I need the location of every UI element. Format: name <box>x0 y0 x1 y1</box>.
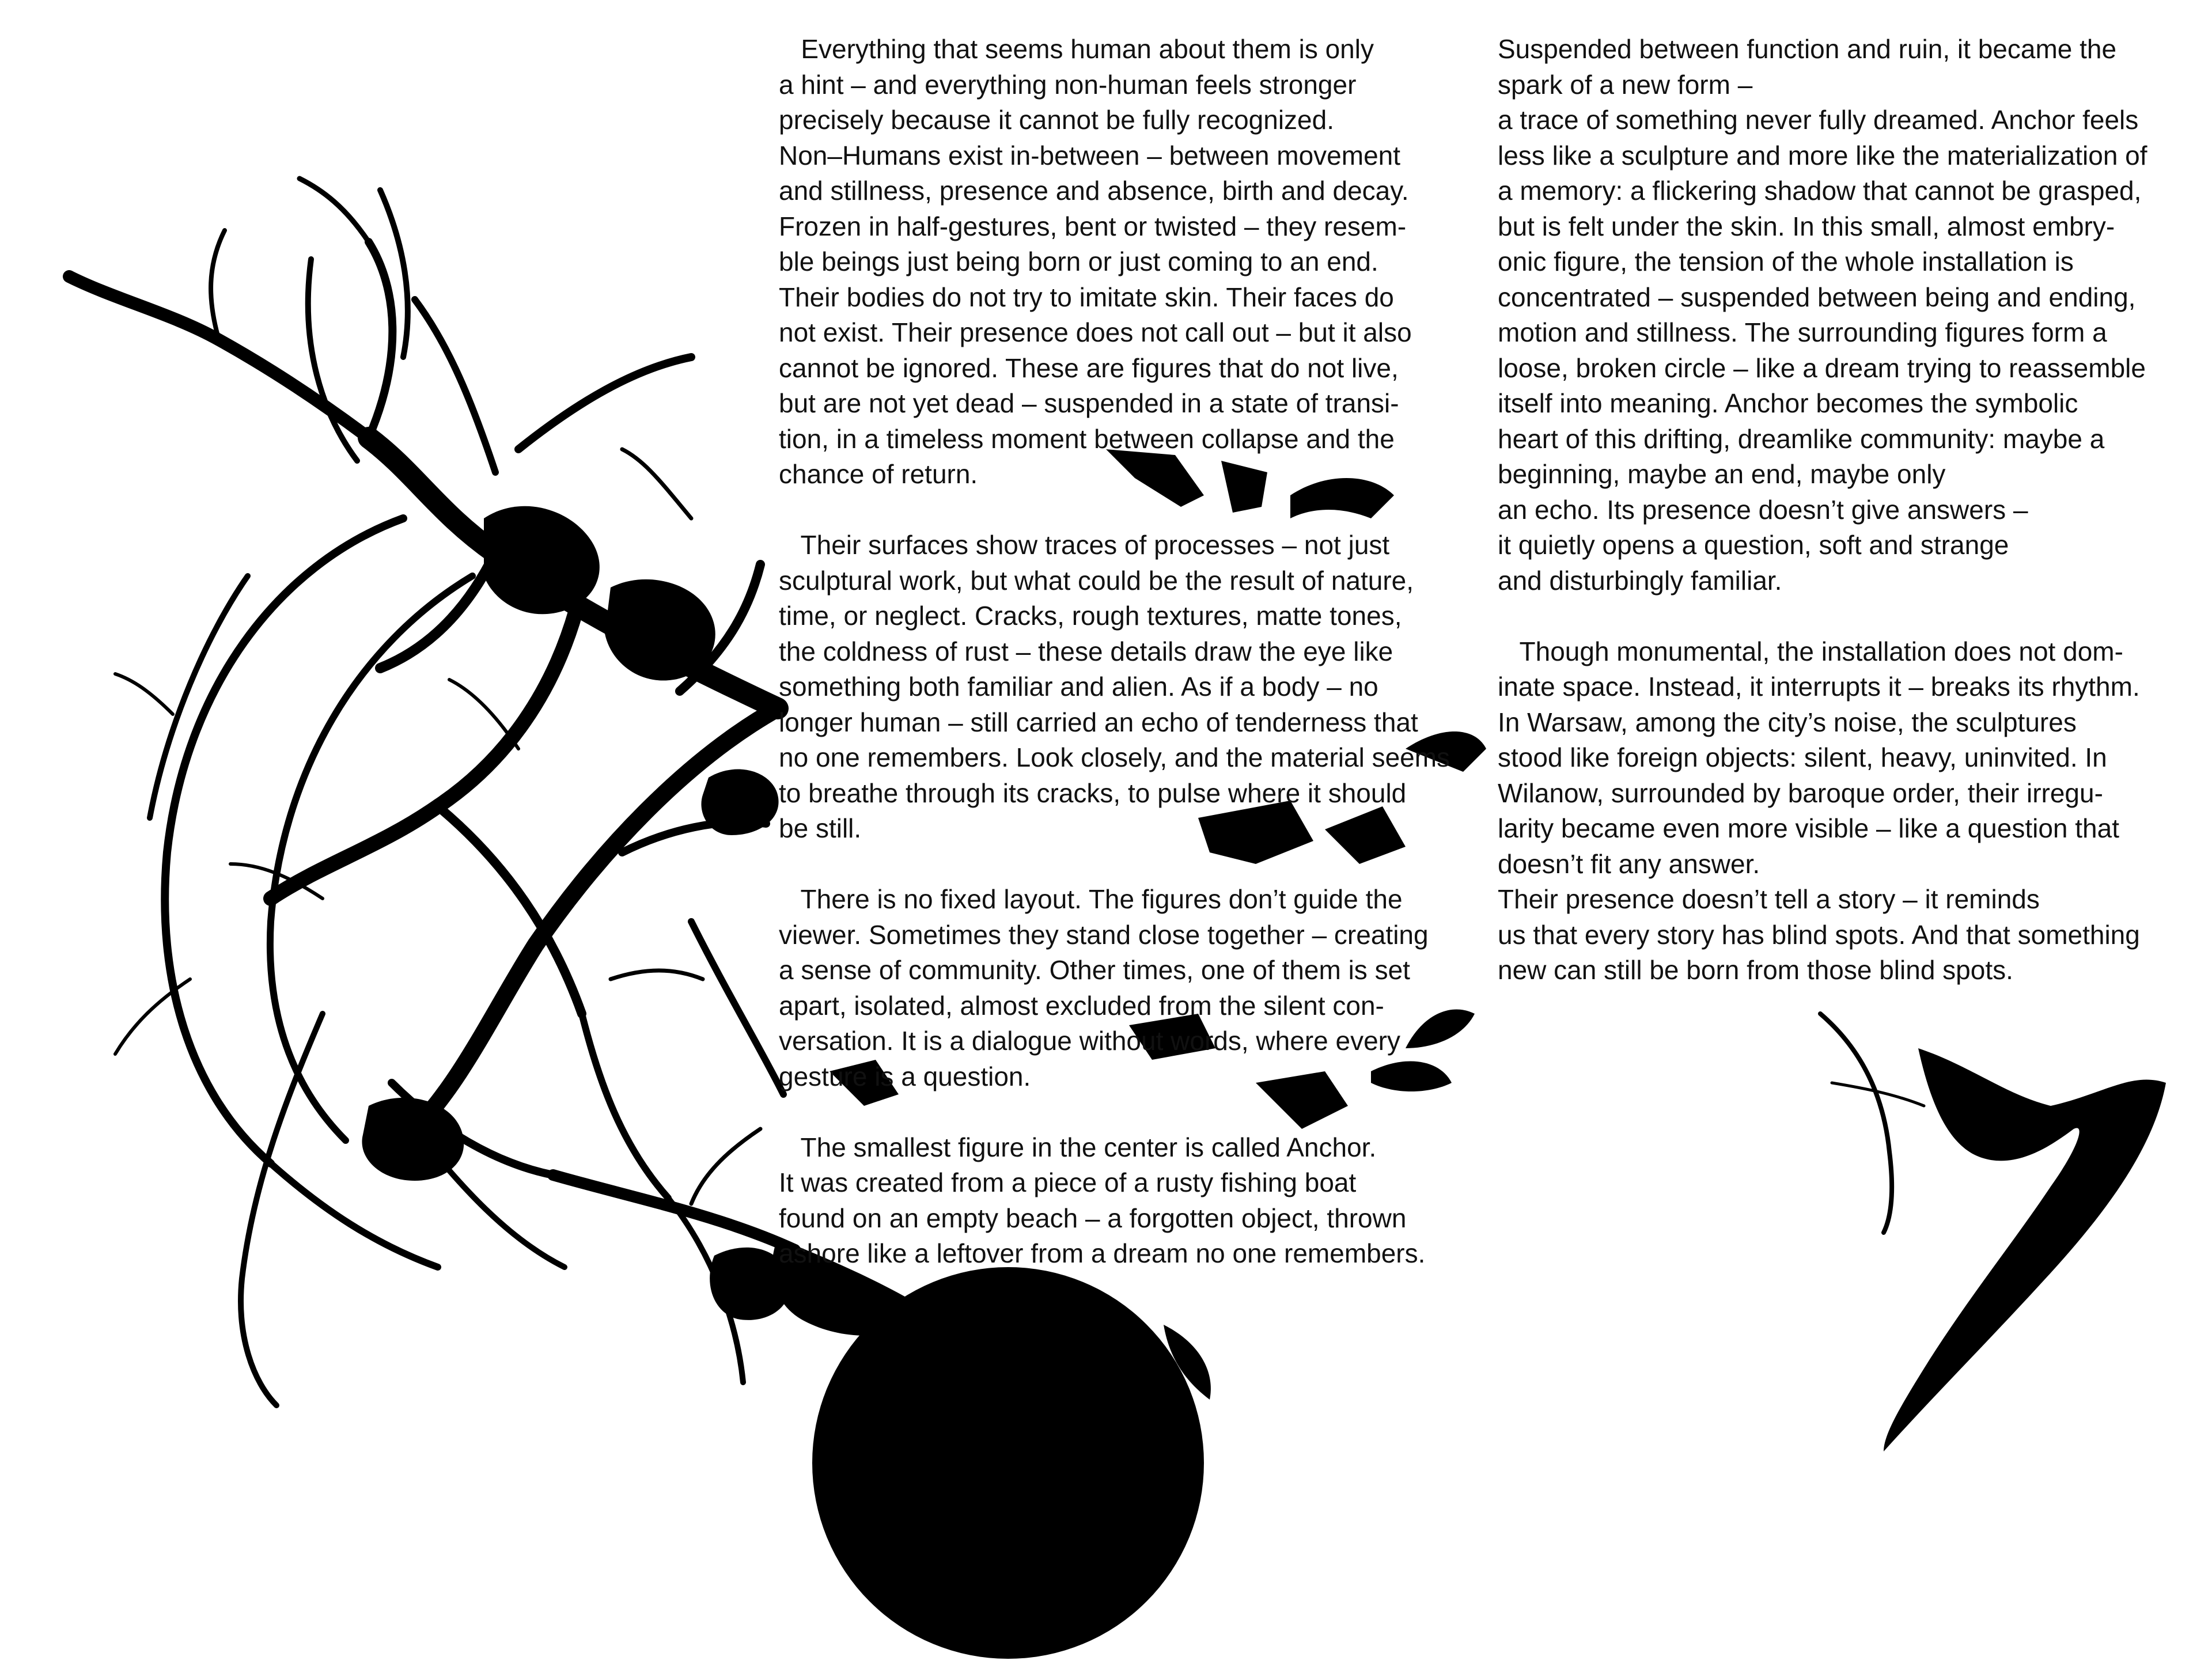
text-line: Though monumental, the installation does not dom- <box>1498 636 2123 666</box>
text-line: an echo. Its presence doesn’t give answers – <box>1498 494 2028 525</box>
text-line: Their bodies do not try to imitate skin. Their faces do <box>779 282 1394 312</box>
text-line: ble beings just being born or just coming to an end. <box>779 247 1378 276</box>
text-line: precisely because it cannot be fully recognized. <box>779 105 1335 135</box>
black-sphere <box>812 1267 1204 1659</box>
text-line: heart of this drifting, dreamlike community: maybe a <box>1498 423 2105 454</box>
text-column-left <box>779 32 1493 1307</box>
text-line: time, or neglect. Cracks, rough textures, matte tones, <box>779 601 1402 631</box>
text-line: new can still be born from those blind spots. <box>1498 955 2013 985</box>
text-line: Everything that seems human about them is only <box>779 34 1374 64</box>
hook-tendril <box>1820 1014 1892 1233</box>
text-line: stood like foreign objects: silent, heavy, uninvited. In <box>1498 742 2107 772</box>
text-line: Their presence doesn’t tell a story – it reminds <box>1498 884 2040 914</box>
text-line: it quietly opens a question, soft and strange <box>1498 530 2009 560</box>
text-line: to breathe through its cracks, to pulse where it should <box>779 778 1407 808</box>
text-line: found on an empty beach – a forgotten object, thrown <box>779 1203 1407 1233</box>
text-line: onic figure, the tension of the whole installation is <box>1498 247 2074 276</box>
text-line: something both familiar and alien. As if a body – no <box>779 672 1378 702</box>
text-line: The smallest figure in the center is called Anchor. <box>779 1132 1377 1162</box>
text-column-right <box>1498 32 2206 1023</box>
text-line: There is no fixed layout. The figures don’t guide the <box>779 884 1403 914</box>
text-line: beginning, maybe an end, maybe only <box>1498 459 1946 489</box>
text-line: the coldness of rust – these details draw the eye like <box>779 636 1393 666</box>
text-line: a sense of community. Other times, one of them is set <box>779 955 1410 985</box>
thorn-vine-figure-left <box>69 179 795 1405</box>
text-line: concentrated – suspended between being and ending, <box>1498 282 2136 312</box>
text-line: larity became even more visible – like a question that <box>1498 813 2120 843</box>
text-line: inate space. Instead, it interrupts it – breaks its rhythm. <box>1498 672 2140 702</box>
text-line: motion and stillness. The surrounding figures form a <box>1498 317 2107 347</box>
text-line: apart, isolated, almost excluded from the silent con- <box>779 990 1384 1021</box>
text-line: In Warsaw, among the city’s noise, the sculptures <box>1498 707 2077 737</box>
text-line: Their surfaces show traces of processes – not just <box>779 530 1390 560</box>
text-line: ashore like a leftover from a dream no one remembers. <box>779 1238 1426 1268</box>
text-line: a hint – and everything non-human feels stronger <box>779 69 1357 100</box>
text-line: Suspended between function and ruin, it became the <box>1498 34 2117 64</box>
text-line: not exist. Their presence does not call out – but it also <box>779 317 1412 347</box>
paragraph <box>1498 634 2206 988</box>
text-line: doesn’t fit any answer. <box>1498 848 1760 879</box>
text-line: loose, broken circle – like a dream trying to reassemble <box>1498 352 2146 383</box>
text-line: a memory: a flickering shadow that cannot be grasped, <box>1498 176 2142 206</box>
text-line: Frozen in half-gestures, bent or twisted – they resem- <box>779 211 1407 241</box>
text-line: cannot be ignored. These are figures that do not live, <box>779 352 1399 383</box>
text-line: versation. It is a dialogue without words, where every <box>779 1026 1400 1056</box>
text-line: longer human – still carried an echo of tenderness that <box>779 707 1418 737</box>
paragraph <box>1498 32 2206 598</box>
text-line: and stillness, presence and absence, birth and decay. <box>779 176 1409 206</box>
text-line: tion, in a timeless moment between collapse and the <box>779 423 1395 454</box>
text-line: less like a sculpture and more like the materialization of <box>1498 140 2147 170</box>
text-line: a trace of something never fully dreamed. Anchor feels <box>1498 105 2139 135</box>
text-line: chance of return. <box>779 459 978 489</box>
text-line: be still. <box>779 813 862 843</box>
text-line: gesture is a question. <box>779 1061 1031 1091</box>
text-line: us that every story has blind spots. And that something <box>1498 919 2140 950</box>
text-line: but are not yet dead – suspended in a state of transi- <box>779 388 1399 418</box>
text-line: and disturbingly familiar. <box>1498 565 1782 596</box>
paragraph <box>779 32 1493 492</box>
paragraph <box>779 1130 1493 1272</box>
text-line: It was created from a piece of a rusty fishing boat <box>779 1167 1357 1197</box>
text-line: Wilanow, surrounded by baroque order, their irregu- <box>1498 778 2103 808</box>
text-line: but is felt under the skin. In this small, almost embry- <box>1498 211 2115 241</box>
text-line: itself into meaning. Anchor becomes the symbolic <box>1498 388 2078 418</box>
text-line: no one remembers. Look closely, and the material seems <box>779 742 1450 772</box>
text-line: spark of a new form – <box>1498 69 1753 100</box>
text-line: sculptural work, but what could be the result of nature, <box>779 565 1414 596</box>
paragraph <box>779 528 1493 847</box>
text-line: viewer. Sometimes they stand close together – creating <box>779 919 1429 950</box>
text-line: Non–Humans exist in-between – between movement <box>779 140 1401 170</box>
paragraph <box>779 882 1493 1094</box>
hook-figure <box>1884 1048 2166 1451</box>
